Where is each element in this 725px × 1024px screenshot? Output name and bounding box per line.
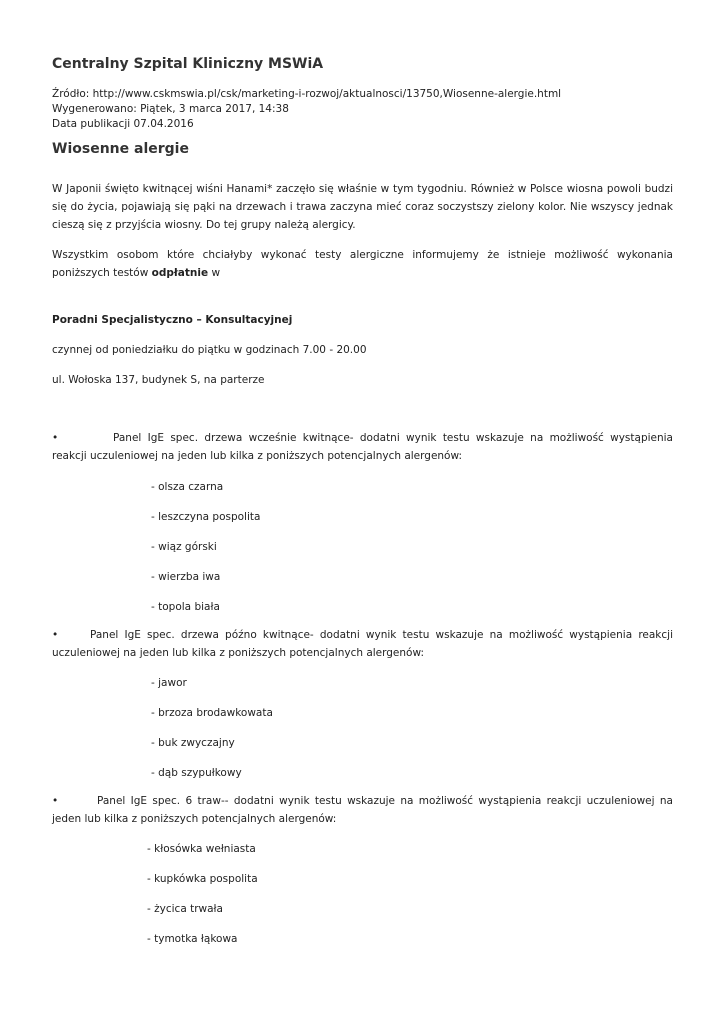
list-item: - kupkówka pospolita: [147, 873, 258, 885]
list-item: - dąb szypułkowy: [151, 767, 242, 779]
list-item: - tymotka łąkowa: [147, 933, 238, 945]
list-item: - wiąz górski: [151, 541, 217, 553]
list-item: - olsza czarna: [151, 481, 224, 493]
clinic-hours: czynnej od poniedziałku do piątku w godzinach 7.00 - 20.00: [52, 344, 367, 356]
intro-paragraph: W Japonii święto kwitnącej wiśni Hanami* zaczęło się właśnie w tym tygodniu. Również w Polsce wiosna powoli budzi się do życia, pojawiają się pąki na drzewach i trawa zaczyna mieć coraz soczystszy zielony kolor. Nie wszyscy jednak cieszą się z przyjścia wiosny. Do tej grupy należą alergicy.: [52, 183, 673, 231]
info-bold-text: odpłatnie: [151, 267, 209, 279]
panel-text: Panel IgE spec. drzewa późno kwitnące- dodatni wynik testu wskazuje na możliwość wystąpienia reakcji uczuleniowej na jeden lub kilka z poniższych potencjalnych alergenów:: [52, 629, 673, 659]
clinic-name: Poradni Specjalistyczno – Konsultacyjnej: [52, 314, 293, 326]
generated-line: Wygenerowano: Piątek, 3 marca 2017, 14:38: [52, 103, 289, 115]
info-after-text: w: [211, 267, 221, 279]
clinic-address: ul. Wołoska 137, budynek S, na parterze: [52, 374, 265, 386]
org-title: Centralny Szpital Kliniczny MSWiA: [52, 56, 324, 72]
list-item: - jawor: [151, 677, 187, 689]
list-item: - leszczyna pospolita: [151, 511, 261, 523]
panel-text: Panel IgE spec. drzewa wcześnie kwitnące- dodatni wynik testu wskazuje na możliwość wystąpienia reakcji uczuleniowej na jeden lub kilka z poniższych potencjalnych alergenów:: [52, 432, 673, 462]
bullet-icon: •: [52, 432, 59, 444]
panel-text: Panel IgE spec. 6 traw-- dodatni wynik testu wskazuje na możliwość wystąpienia reakcji uczuleniowej na jeden lub kilka z poniższych potencjalnych alergenów:: [52, 795, 673, 825]
source-line: Źródło: http://www.cskmswia.pl/csk/marketing-i-rozwoj/aktualnosci/13750,Wiosenne-alergie.html: [52, 88, 562, 100]
bullet-icon: •: [52, 795, 59, 807]
bullet-icon: •: [52, 629, 59, 641]
article-title: Wiosenne alergie: [52, 141, 189, 157]
list-item: - życica trwała: [147, 903, 223, 915]
list-item: - kłosówka wełniasta: [147, 843, 256, 855]
info-text: Wszystkim osobom które chciałyby wykonać testy alergiczne informujemy że istnieje możliwość wykonania poniższych testów: [52, 249, 673, 279]
published-line: Data publikacji 07.04.2016: [52, 118, 194, 130]
list-item: - wierzba iwa: [151, 571, 221, 583]
list-item: - topola biała: [151, 601, 220, 613]
info-paragraph: [52, 246, 673, 282]
panel-grasses: [52, 792, 673, 828]
list-item: - buk zwyczajny: [151, 737, 235, 749]
panel-early-trees: [52, 429, 673, 465]
list-item: - brzoza brodawkowata: [151, 707, 273, 719]
panel-late-trees: [52, 626, 673, 662]
